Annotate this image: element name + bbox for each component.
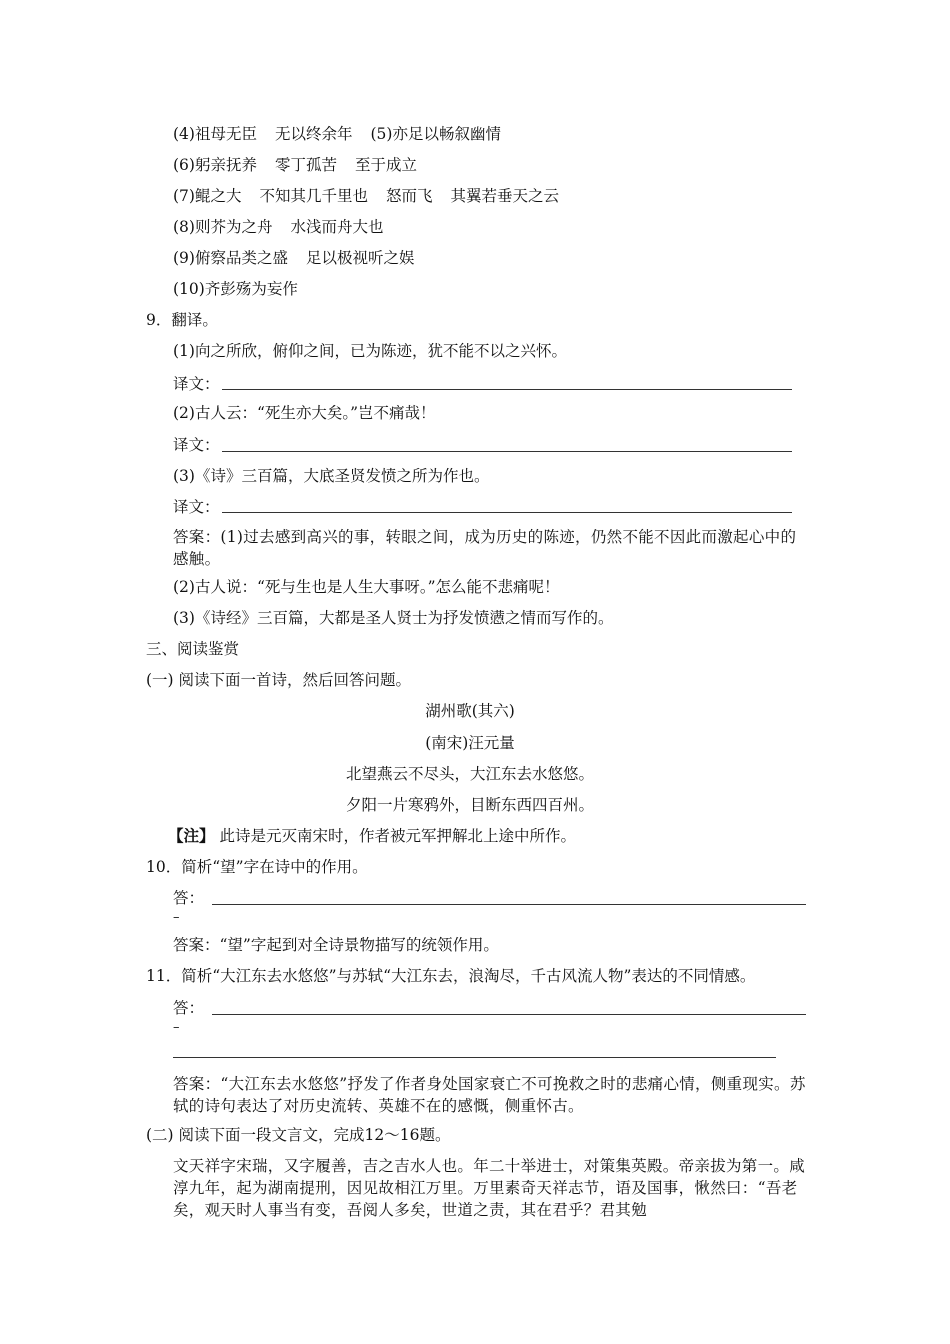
q9-item-1: (1)向之所欣，俯仰之间，已为陈迹，犹不能不以之兴怀。 [173, 342, 567, 360]
poem-author: (南宋)汪元量 [425, 734, 515, 752]
q11-answer-label: 答： [173, 999, 205, 1017]
q11-question: 11．简析“大江东去水悠悠”与苏轼“大江东去，浪淘尽，千古风流人物”表达的不同情感。 [146, 967, 756, 985]
q9-answer-line-1[interactable] [222, 389, 792, 390]
q9-translation-label-1: 译文： [173, 375, 220, 393]
q9-answer-3: (3)《诗经》三百篇，大都是圣人贤士为抒发愤懑之情而写作的。 [173, 609, 614, 627]
q9-answer-2: (2)古人说：“死与生也是人生大事呀。”怎么能不悲痛呢！ [173, 578, 560, 596]
q8-line-6: (6)躬亲抚养 零丁孤苦 至于成立 [173, 156, 418, 174]
q8-line-4-5: (4)祖母无臣 无以终余年 (5)亦足以畅叙幽情 [173, 125, 501, 143]
q8-line-8: (8)则芥为之舟 水浅而舟大也 [173, 218, 384, 236]
q8-line-9: (9)俯察品类之盛 足以极视听之娱 [173, 249, 415, 267]
q9-answer-1: 答案：(1)过去感到高兴的事，转眼之间，成为历史的陈迹，仍然不能不因此而激起心中的感触。 [173, 528, 797, 568]
part-2-title: (二) 阅读下面一段文言文，完成12～16题。 [146, 1126, 451, 1144]
part-1-title: (一) 阅读下面一首诗，然后回答问题。 [146, 671, 412, 689]
poem-line-1: 北望燕云不尽头，大江东去水悠悠。 [345, 765, 594, 783]
q11-answer-line-2[interactable] [173, 1057, 776, 1058]
q9-translation-label-2: 译文： [173, 436, 220, 454]
q10-answer: 答案：“望”字起到对全诗景物描写的统领作用。 [173, 936, 499, 954]
q9-answer-line-3[interactable] [222, 512, 792, 513]
q9-item-2: (2)古人云：“死生亦大矣。”岂不痛哉！ [173, 404, 436, 422]
q11-answer-line-1[interactable] [212, 1014, 806, 1015]
q10-answer-line[interactable] [212, 904, 806, 905]
poem-title: 湖州歌(其六) [425, 702, 515, 720]
q11-dash: – [173, 1020, 180, 1035]
q10-question: 10．简析“望”字在诗中的作用。 [146, 858, 368, 876]
q10-dash: – [173, 910, 180, 925]
note-text: 此诗是元灭南宋时，作者被元军押解北上途中所作。 [214, 827, 576, 845]
poem-note [168, 825, 576, 847]
q9-answer-line-2[interactable] [222, 451, 792, 452]
q8-line-7: (7)鲲之大 不知其几千里也 怒而飞 其翼若垂天之云 [173, 187, 560, 205]
q11-answer: 答案：“大江东去水悠悠”抒发了作者身处国家衰亡不可挽救之时的悲痛心情，侧重现实。苏轼的诗句表达了对历史流转、英雄不在的感慨，侧重怀古。 [173, 1075, 806, 1115]
q9-translation-label-3: 译文： [173, 498, 220, 516]
q9-item-3: (3)《诗》三百篇，大底圣贤发愤之所为作也。 [173, 467, 490, 485]
passage-text: 文天祥字宋瑞，又字履善，吉之吉水人也。年二十举进士，对策集英殿。帝亲拔为第一。咸淳九年，起为湖南提刑，因见故相江万里。万里素奇天祥志节，语及国事，愀然曰：“吾老矣，观天时人事当有变，吾阅人多矣，世道之责，其在君乎？君其勉 [173, 1157, 806, 1219]
q10-answer-label: 答： [173, 889, 205, 907]
poem-line-2: 夕阳一片寒鸦外，目断东西四百州。 [345, 796, 594, 814]
q8-line-10: (10)齐彭殇为妄作 [173, 280, 298, 298]
q9-title: 9．翻译。 [146, 311, 218, 329]
section-3-title: 三、阅读鉴赏 [146, 640, 240, 658]
note-label: 【注】 [168, 826, 215, 845]
